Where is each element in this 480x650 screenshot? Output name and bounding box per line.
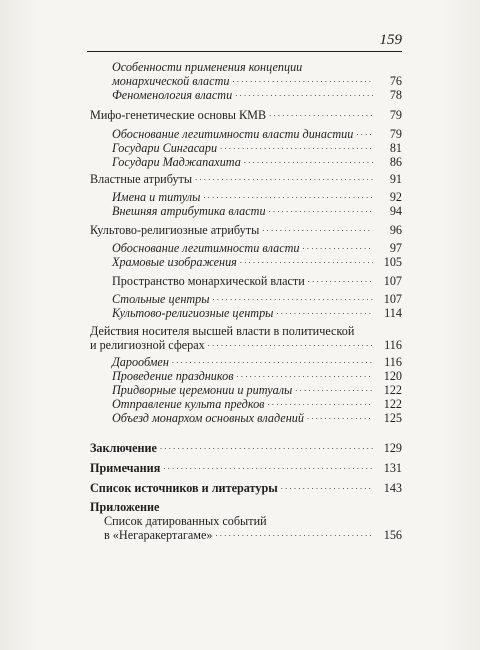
toc-entry-page: 86 (389, 155, 402, 169)
toc-entry-title: Отправление культа предков (112, 397, 265, 411)
toc-entry-title: и религиозной сферах (90, 338, 205, 352)
dot-leader (303, 243, 373, 253)
toc-entry (104, 528, 402, 542)
dot-leader (356, 129, 373, 139)
dot-leader (267, 399, 373, 409)
toc-entry-title: Государи Маджапахита (112, 155, 241, 169)
toc-entry-title: Властные атрибуты (90, 172, 193, 186)
toc-entry (112, 274, 402, 288)
toc-entry-page: 76 (389, 74, 402, 88)
dot-leader (232, 76, 373, 86)
dot-leader (269, 110, 373, 120)
toc-entry-title: Стольные центры (112, 292, 210, 306)
toc-entry-line-1: Список датированных событий (104, 514, 267, 528)
dot-leader (281, 483, 373, 493)
toc-entry (112, 88, 402, 102)
toc-entry (112, 383, 402, 397)
toc-entry (112, 397, 402, 411)
toc-entry-title: Список источников и литературы (90, 481, 278, 495)
toc-entry-page: 97 (389, 241, 402, 255)
dot-leader (208, 340, 373, 350)
toc-entry-page: 94 (389, 204, 402, 218)
toc-entry-title: Внешняя атрибутика власти (112, 204, 266, 218)
toc-entry-title: монархической власти (112, 74, 230, 88)
toc-entry-title: Проведение праздников (112, 369, 234, 383)
dot-leader (262, 225, 373, 235)
toc-entry (112, 74, 402, 88)
dot-leader (172, 357, 373, 367)
toc-entry-page: 107 (383, 274, 402, 288)
toc-entry-page: 78 (389, 88, 402, 102)
dot-leader (276, 308, 373, 318)
dot-leader (213, 294, 373, 304)
toc-entry-title: Придворные церемонии и ритуалы (112, 383, 293, 397)
toc-entry-title: Мифо-генетические основы КМВ (90, 108, 267, 122)
toc-entry-page: 105 (383, 255, 402, 269)
toc-entry-page: 129 (383, 441, 402, 455)
toc-entry-page: 156 (383, 528, 402, 542)
toc-entry-page: 120 (383, 369, 402, 383)
dot-leader (237, 371, 373, 381)
toc-entry-title: Имена и титулы (112, 190, 201, 204)
toc-entry-title: Дарообмен (112, 355, 169, 369)
toc-entry-title: Заключение (90, 441, 157, 455)
dot-leader (269, 206, 373, 216)
toc-entry-page: 114 (384, 306, 402, 320)
toc-entry-title: Обоснование легитимности власти династии (112, 127, 354, 141)
toc-entry-page: 116 (384, 355, 402, 369)
toc-entry-title: Культово-религиозные атрибуты (90, 223, 260, 237)
toc-entry-page: 116 (384, 338, 402, 352)
toc-entry (112, 292, 402, 306)
dot-leader (163, 463, 373, 473)
dot-leader (307, 413, 373, 423)
toc-entry-page: 122 (383, 383, 402, 397)
dot-leader (195, 174, 373, 184)
toc-entry (112, 141, 402, 155)
dot-leader (160, 443, 373, 453)
toc-entry-page: 96 (389, 223, 402, 237)
toc-entry-page: 131 (383, 461, 402, 475)
toc-entry (90, 172, 402, 186)
toc-entry-page: 143 (383, 481, 402, 495)
dot-leader (244, 157, 373, 167)
toc-entry-page: 92 (389, 190, 402, 204)
toc-entry (90, 441, 402, 455)
toc-entry-page: 79 (389, 127, 402, 141)
dot-leader (216, 530, 374, 540)
toc-entry-title: Приложение (90, 500, 160, 514)
toc-entry-page: 107 (383, 292, 402, 306)
toc-entry-title: Государи Сингасари (112, 141, 218, 155)
toc-entry (90, 461, 402, 475)
dot-leader (220, 143, 373, 153)
dot-leader (295, 385, 373, 395)
toc-entry (112, 241, 402, 255)
toc-entry (112, 190, 402, 204)
toc-entry-title: Примечания (90, 461, 161, 475)
toc-entry-line-1: Особенности применения концепции (112, 60, 303, 74)
toc-entry (112, 255, 402, 269)
toc-entry (112, 306, 402, 320)
toc-entry (90, 338, 402, 352)
toc-entry-title: Храмовые изображения (112, 255, 237, 269)
header-rule (87, 51, 402, 52)
toc-entry (90, 223, 402, 237)
toc-entry (90, 481, 402, 495)
toc-entry-page: 79 (389, 108, 402, 122)
toc-entry (112, 127, 402, 141)
toc-entry (112, 411, 402, 425)
toc-entry (112, 155, 402, 169)
dot-leader (240, 257, 373, 267)
toc-entry (112, 204, 402, 218)
toc-entry-title: Культово-религиозные центры (112, 306, 274, 320)
dot-leader (235, 90, 373, 100)
toc-entry (90, 108, 402, 122)
toc-entry-title: Обоснование легитимности власти (112, 241, 300, 255)
dot-leader (203, 192, 373, 202)
toc-entry-page: 81 (389, 141, 402, 155)
page-number: 159 (379, 32, 402, 48)
toc-entry-page: 91 (389, 172, 402, 186)
toc-entry (112, 369, 402, 383)
toc-entry-line-1: Действия носителя высшей власти в политической (90, 324, 355, 338)
toc-entry (112, 355, 402, 369)
toc-entry-title: Пространство монархической власти (112, 274, 305, 288)
toc-entry-title: в «Негаракертагаме» (104, 528, 213, 542)
toc-entry-title: Феноменология власти (112, 88, 233, 102)
toc-entry-page: 122 (383, 397, 402, 411)
toc-entry-page: 125 (383, 411, 402, 425)
toc-entry-title: Объезд монархом основных владений (112, 411, 304, 425)
dot-leader (308, 276, 373, 286)
